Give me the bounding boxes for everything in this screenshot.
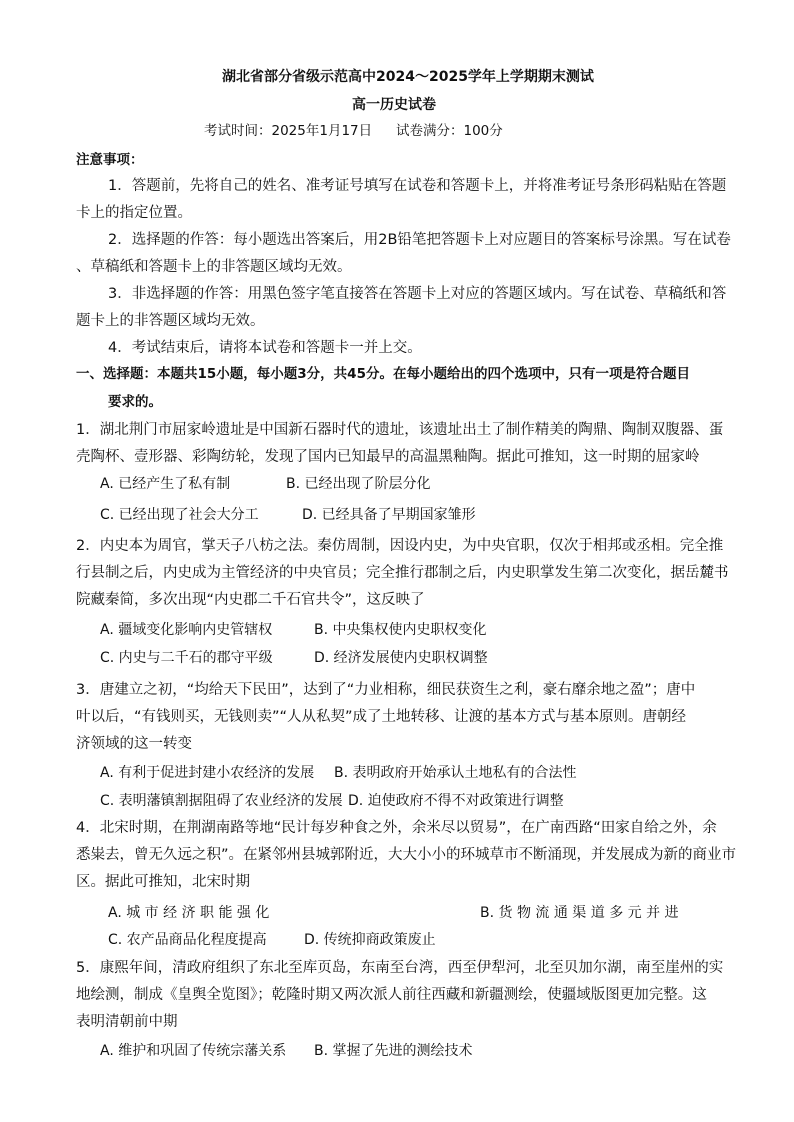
full-score: 试卷满分：100分 bbox=[396, 123, 503, 139]
notice-line: 3．非选择题的作答：用黑色签字笔直接答在答题卡上对应的答题区域内。写在试卷、草稿纸和答 bbox=[108, 286, 727, 302]
question-5-stem: 表明清朝前中期 bbox=[76, 1014, 178, 1030]
question-2-option-d[interactable]: D. 经济发展使内史职权调整 bbox=[314, 650, 488, 666]
question-3-stem: 济领域的这一转变 bbox=[76, 736, 192, 752]
question-3-option-c[interactable]: C. 表明藩镇割据阻碍了农业经济的发展 bbox=[100, 793, 343, 809]
notice-line: 题卡上的非答题区域均无效。 bbox=[76, 313, 265, 329]
question-1-option-a[interactable]: A. 已经产生了私有制 bbox=[100, 476, 231, 492]
notice-line: 卡上的指定位置。 bbox=[76, 205, 192, 221]
question-1-stem: 1．湖北荆门市屈家岭遗址是中国新石器时代的遗址，该遗址出土了制作精美的陶鼎、陶制双腹器、蛋 bbox=[76, 422, 724, 438]
question-5-option-b[interactable]: B. 掌握了先进的测绘技术 bbox=[314, 1043, 473, 1059]
question-4-stem: 4．北宋时期，在荆湖南路等地“民计每岁种食之外，余米尽以贸易”，在广南西路“田家自给之外，余 bbox=[76, 820, 717, 836]
exam-title: 湖北省部分省级示范高中2024～2025学年上学期期末测试 bbox=[222, 69, 594, 85]
question-3-stem: 3．唐建立之初，“均给天下民田”，达到了“力业相称，细民获资生之利，豪右靡余地之盈”；唐中 bbox=[76, 682, 696, 698]
notice-heading: 注意事项： bbox=[76, 152, 144, 168]
section-heading: 一、选择题：本题共15小题，每小题3分，共45分。在每小题给出的四个选项中，只有一项是符合题目 bbox=[76, 366, 690, 382]
question-1-option-c[interactable]: C. 已经出现了社会大分工 bbox=[100, 507, 259, 523]
exam-subtitle: 高一历史试卷 bbox=[352, 97, 436, 113]
question-4-option-a[interactable]: A. 城 市 经 济 职 能 强 化 bbox=[108, 905, 270, 921]
question-2-stem: 2．内史本为周官，掌天子八枋之法。秦仿周制，因设内史，为中央官职，仅次于相邦或丞相。完全推 bbox=[76, 538, 724, 554]
question-3-option-d[interactable]: D. 迫使政府不得不对政策进行调整 bbox=[348, 793, 564, 809]
question-3-option-a[interactable]: A. 有利于促进封建小农经济的发展 bbox=[100, 765, 315, 781]
section-heading-cont: 要求的。 bbox=[108, 394, 162, 410]
question-2-option-c[interactable]: C. 内史与二千石的郡守平级 bbox=[100, 650, 273, 666]
notice-line: 4．考试结束后，请将本试卷和答题卡一并上交。 bbox=[108, 340, 422, 356]
question-2-stem: 院藏秦简，多次出现“内史郡二千石官共令”，这反映了 bbox=[76, 592, 425, 608]
question-5-stem: 5．康熙年间，清政府组织了东北至库页岛，东南至台湾，西至伊犁河，北至贝加尔湖，南至崖州的实 bbox=[76, 960, 724, 976]
question-3-stem: 叶以后，“有钱则买，无钱则卖”“人从私契”成了土地转移、让渡的基本方式与基本原则。唐朝经 bbox=[76, 709, 687, 725]
question-4-stem: 区。据此可推知，北宋时期 bbox=[76, 874, 250, 890]
question-2-option-b[interactable]: B. 中央集权使内史职权变化 bbox=[314, 622, 487, 638]
notice-line: 1．答题前，先将自己的姓名、准考证号填写在试卷和答题卡上，并将准考证号条形码粘贴在答题 bbox=[108, 178, 727, 194]
question-1-option-b[interactable]: B. 已经出现了阶层分化 bbox=[286, 476, 431, 492]
question-3-option-b[interactable]: B. 表明政府开始承认土地私有的合法性 bbox=[334, 765, 577, 781]
notice-line: 2．选择题的作答：每小题选出答案后，用2B铅笔把答题卡上对应题目的答案标号涂黑。写在试卷 bbox=[108, 232, 731, 248]
question-5-stem: 地绘测，制成《皇舆全览图》；乾隆时期又两次派人前往西藏和新疆测绘，使疆域版图更加完整。这 bbox=[76, 987, 707, 1003]
question-1-option-d[interactable]: D. 已经具备了早期国家雏形 bbox=[302, 507, 476, 523]
question-4-option-d[interactable]: D. 传统抑商政策废止 bbox=[304, 932, 436, 948]
question-5-option-a[interactable]: A. 维护和巩固了传统宗藩关系 bbox=[100, 1043, 287, 1059]
question-2-option-a[interactable]: A. 疆域变化影响内史管辖权 bbox=[100, 622, 273, 638]
question-4-option-c[interactable]: C. 农产品商品化程度提高 bbox=[108, 932, 267, 948]
question-4-stem: 悉粜去，曾无久远之积”。在紧邻州县城郭附近，大大小小的环城草市不断涌现，并发展成为新的商业市 bbox=[76, 847, 737, 863]
question-4-option-b[interactable]: B. 货 物 流 通 渠 道 多 元 并 进 bbox=[480, 905, 679, 921]
question-2-stem: 行县制之后，内史成为主管经济的中央官员；完全推行郡制之后，内史职掌发生第二次变化，据岳麓书 bbox=[76, 565, 729, 581]
exam-time: 考试时间：2025年1月17日 bbox=[204, 123, 373, 139]
question-1-stem: 壳陶杯、壹形器、彩陶纺轮，发现了国内已知最早的高温黑釉陶。据此可推知，这一时期的屈家岭 bbox=[76, 449, 700, 465]
notice-line: 、草稿纸和答题卡上的非答题区域均无效。 bbox=[76, 259, 352, 275]
